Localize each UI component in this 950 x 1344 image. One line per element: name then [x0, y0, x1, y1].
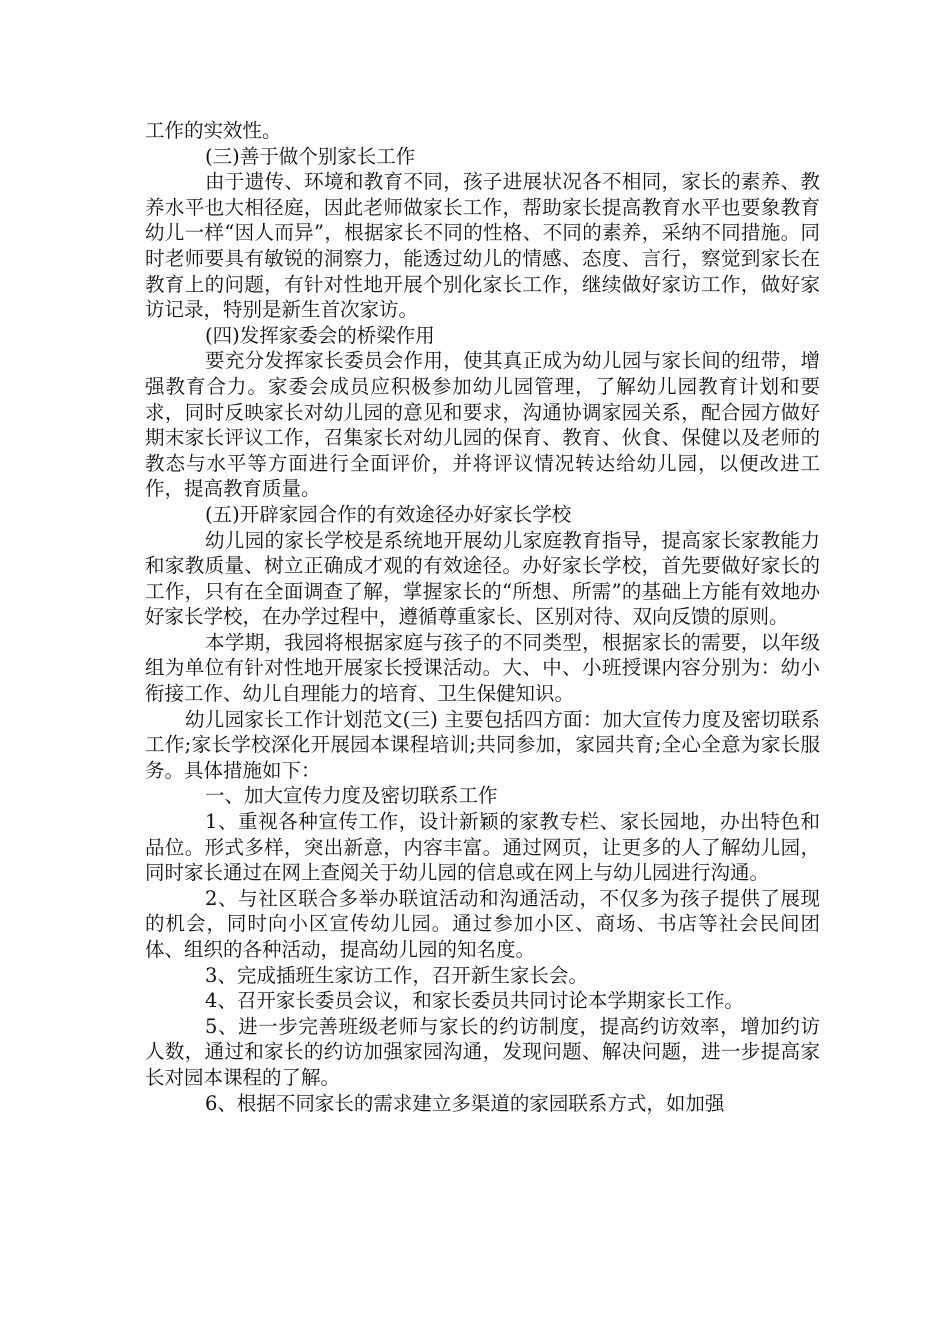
list-item: 4、召开家长委员会议，和家长委员共同讨论本学期家长工作。 — [205, 989, 744, 1013]
section-heading-3: (三)善于做个别家长工作 — [205, 144, 416, 168]
list-item: 5、进一步完善班级老师与家长的约访制度，提高约访效率，增加约访人数，通过和家长的约访加强家园沟通，发现问题、解决问题，进一步提高家长对园本课程的了解。 — [145, 1014, 820, 1089]
paragraph: 由于遗传、环境和教育不同，孩子进展状况各不相同，家长的素养、教养水平也大相径庭，因此老师做家长工作，帮助家长提高教育水平也要象教育幼儿一样“因人而异”，根据家长不同的性格、不同的素养，采纳不同措施。同时老师要具有敏锐的洞察力，能透过幼儿的情感、态度、言行，察觉到家长在教育上的问题，有针对性地开展个别化家长工作，继续做好家访工作，做好家访记录，特别是新生首次家访。 — [145, 170, 820, 322]
section-heading-5: (五)开辟家园合作的有效途径办好家长学校 — [205, 502, 572, 526]
list-item: 2、与社区联合多举办联谊活动和沟通活动，不仅多为孩子提供了展现的机会，同时向小区宣传幼儿园。通过参加小区、商场、书店等社会民间团体、组织的各种活动，提高幼儿园的知名度。 — [145, 886, 820, 961]
paragraph: 幼儿园家长工作计划范文(三) 主要包括四方面：加大宣传力度及密切联系工作;家长学校深化开展园本课程培训;共同参加，家园共育;全心全意为家长服务。具体措施如下： — [145, 707, 820, 782]
section-heading-4: (四)发挥家委会的桥梁作用 — [205, 323, 435, 347]
list-item: 1、重视各种宣传工作，设计新颖的家教专栏、家长园地，办出特色和品位。形式多样，突出新意，内容丰富。通过网页，让更多的人了解幼儿园，同时家长通过在网上查阅关于幼儿园的信息或在网上与幼儿园进行沟通。 — [145, 810, 820, 885]
list-item: 3、完成插班生家访工作，召开新生家长会。 — [205, 963, 588, 987]
section-heading-1: 一、加大宣传力度及密切联系工作 — [205, 784, 498, 808]
paragraph-continuation: 工作的实效性。 — [145, 119, 282, 142]
paragraph: 本学期，我园将根据家庭与孩子的不同类型，根据家长的需要，以年级组为单位有针对性地开展家长授课活动。大、中、小班授课内容分别为：幼小衔接工作、幼儿自理能力的培育、卫生保健知识。 — [145, 630, 820, 706]
document-page — [145, 118, 820, 1116]
paragraph: 幼儿园的家长学校是系统地开展幼儿家庭教育指导，提高家长家教能力和家教质量、树立正确成才观的有效途径。办好家长学校，首先要做好家长的工作，只有在全面调查了解，掌握家长的“所想、所需”的基础上方能有效地办好家长学校，在办学过程中，遵循尊重家长、区别对待、双向反馈的原则。 — [145, 528, 820, 629]
list-item: 6、根据不同家长的需求建立多渠道的家园联系方式，如加强 — [205, 1091, 725, 1115]
paragraph: 要充分发挥家长委员会作用，使其真正成为幼儿园与家长间的纽带，增强教育合力。家委会成员应积极参加幼儿园管理，了解幼儿园教育计划和要求，同时反映家长对幼儿园的意见和要求，沟通协调家园关系，配合园方做好期末家长评议工作，召集家长对幼儿园的保育、教育、伙食、保健以及老师的教态与水平等方面进行全面评价，并将评议情况转达给幼儿园，以便改进工作，提高教育质量。 — [145, 349, 820, 501]
